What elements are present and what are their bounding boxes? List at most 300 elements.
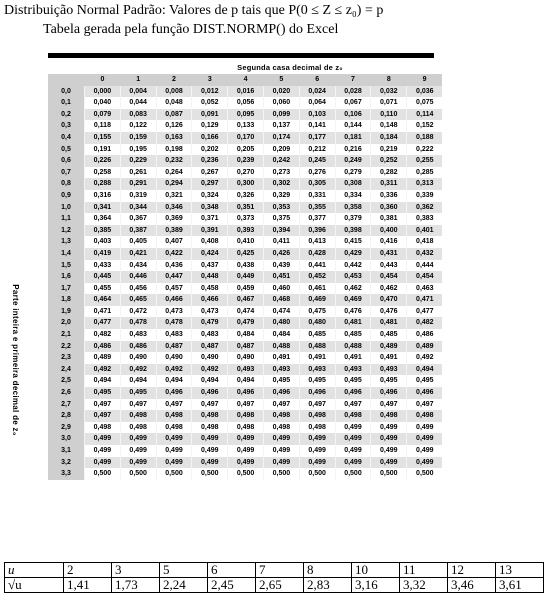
table-row <box>48 132 442 144</box>
table-cell: 0,360 <box>371 202 407 214</box>
table-cell: 0,497 <box>371 399 407 411</box>
row-header: 1,4 <box>48 248 85 260</box>
table-cell: 0,064 <box>299 97 335 109</box>
table-cell: 0,494 <box>156 375 192 387</box>
page-subtitle: Tabela gerada pela função DIST.NORMP() do Excel <box>43 22 339 37</box>
row-header: 2,7 <box>48 399 85 411</box>
table-cell: 0,236 <box>192 155 228 167</box>
u-value: 6 <box>208 563 256 578</box>
table-cell: 0,488 <box>335 341 371 353</box>
table-cell: 0,452 <box>299 271 335 283</box>
table-cell: 0,495 <box>85 387 121 399</box>
sqrt-value: 3,32 <box>400 578 448 593</box>
table-cell: 0,500 <box>335 468 371 480</box>
table-cell: 0,499 <box>85 445 121 457</box>
table-cell: 0,451 <box>263 271 299 283</box>
column-header-5: 5 <box>263 74 299 86</box>
table-cell: 0,454 <box>407 271 443 283</box>
table-cell: 0,353 <box>263 202 299 214</box>
table-cell: 0,129 <box>192 120 228 132</box>
table-cell: 0,270 <box>228 167 264 179</box>
table-cell: 0,341 <box>85 202 121 214</box>
table-cell: 0,492 <box>192 364 228 376</box>
column-header-4: 4 <box>228 74 264 86</box>
table-cell: 0,137 <box>263 120 299 132</box>
table-cell: 0,498 <box>228 422 264 434</box>
table-cell: 0,000 <box>85 86 121 98</box>
table-cell: 0,477 <box>85 317 121 329</box>
table-cell: 0,321 <box>156 190 192 202</box>
table-row <box>48 399 442 411</box>
sqrt-value: 3,46 <box>448 578 496 593</box>
table-cell: 0,496 <box>156 387 192 399</box>
page-title: Distribuição Normal Padrão: Valores de p tais que P(0 ≤ Z ≤ z₀) = p <box>4 3 384 18</box>
table-row <box>48 410 442 422</box>
row-header: 0,1 <box>48 97 85 109</box>
sqrt-value: 3,16 <box>352 578 400 593</box>
row-header: 2,1 <box>48 329 85 341</box>
table-cell: 0,476 <box>335 306 371 318</box>
table-cell: 0,470 <box>371 294 407 306</box>
table-cell: 0,498 <box>156 410 192 422</box>
table-row <box>48 422 442 434</box>
table-cell: 0,103 <box>299 109 335 121</box>
table-cell: 0,496 <box>192 387 228 399</box>
table-cell: 0,483 <box>192 329 228 341</box>
table-cell: 0,195 <box>120 144 156 156</box>
table-cell: 0,493 <box>299 364 335 376</box>
table-cell: 0,478 <box>156 317 192 329</box>
table-cell: 0,490 <box>192 352 228 364</box>
table-cell: 0,497 <box>228 399 264 411</box>
table-cell: 0,490 <box>156 352 192 364</box>
table-cell: 0,499 <box>407 457 443 469</box>
u-value: 2 <box>64 563 112 578</box>
table-cell: 0,498 <box>371 410 407 422</box>
sqrt-value: 2,65 <box>256 578 304 593</box>
table-cell: 0,311 <box>371 178 407 190</box>
table-cell: 0,467 <box>228 294 264 306</box>
table-cell: 0,493 <box>228 364 264 376</box>
table-cell: 0,276 <box>299 167 335 179</box>
table-cell: 0,453 <box>335 271 371 283</box>
sqrt-value: 1,73 <box>112 578 160 593</box>
table-cell: 0,476 <box>371 306 407 318</box>
row-header: 0,4 <box>48 132 85 144</box>
table-cell: 0,118 <box>85 120 121 132</box>
sqrt-value: 2,24 <box>160 578 208 593</box>
table-cell: 0,488 <box>299 341 335 353</box>
table-cell: 0,457 <box>156 283 192 295</box>
table-cell: 0,479 <box>192 317 228 329</box>
row-header: 0,3 <box>48 120 85 132</box>
table-cell: 0,492 <box>85 364 121 376</box>
table-cell: 0,028 <box>335 86 371 98</box>
table-cell: 0,497 <box>120 399 156 411</box>
table-cell: 0,373 <box>228 213 264 225</box>
table-cell: 0,456 <box>120 283 156 295</box>
table-row <box>48 445 442 457</box>
table-cell: 0,060 <box>263 97 299 109</box>
table-cell: 0,419 <box>85 248 121 260</box>
table-cell: 0,487 <box>156 341 192 353</box>
table-cell: 0,346 <box>156 202 192 214</box>
table-cell: 0,494 <box>85 375 121 387</box>
table-cell: 0,499 <box>407 433 443 445</box>
table-cell: 0,126 <box>156 120 192 132</box>
table-cell: 0,469 <box>299 294 335 306</box>
table-row <box>48 271 442 283</box>
table-cell: 0,491 <box>371 352 407 364</box>
table-cell: 0,198 <box>156 144 192 156</box>
table-cell: 0,302 <box>263 178 299 190</box>
column-header-row <box>48 74 442 86</box>
table-cell: 0,297 <box>192 178 228 190</box>
table-row <box>48 294 442 306</box>
table-cell: 0,484 <box>263 329 299 341</box>
table-cell: 0,379 <box>335 213 371 225</box>
table-cell: 0,487 <box>192 341 228 353</box>
table-cell: 0,497 <box>263 399 299 411</box>
table-cell: 0,439 <box>263 260 299 272</box>
column-header-7: 7 <box>335 74 371 86</box>
table-cell: 0,421 <box>120 248 156 260</box>
table-cell: 0,387 <box>120 225 156 237</box>
table-cell: 0,012 <box>192 86 228 98</box>
table-cell: 0,401 <box>407 225 443 237</box>
table-cell: 0,413 <box>299 236 335 248</box>
table-cell: 0,371 <box>192 213 228 225</box>
table-cell: 0,499 <box>263 445 299 457</box>
table-cell: 0,485 <box>371 329 407 341</box>
table-cell: 0,300 <box>228 178 264 190</box>
table-cell: 0,362 <box>407 202 443 214</box>
table-cell: 0,495 <box>407 375 443 387</box>
table-cell: 0,432 <box>407 248 443 260</box>
table-cell: 0,484 <box>228 329 264 341</box>
table-row <box>48 341 442 353</box>
row-header: 1,3 <box>48 236 85 248</box>
table-cell: 0,495 <box>371 375 407 387</box>
table-cell: 0,174 <box>263 132 299 144</box>
table-cell: 0,242 <box>263 155 299 167</box>
table-cell: 0,202 <box>192 144 228 156</box>
table-cell: 0,486 <box>120 341 156 353</box>
row-header: 1,8 <box>48 294 85 306</box>
table-row <box>48 167 442 179</box>
row-header: 1,7 <box>48 283 85 295</box>
table-cell: 0,052 <box>192 97 228 109</box>
u-value: 10 <box>352 563 400 578</box>
table-cell: 0,496 <box>371 387 407 399</box>
table-cell: 0,424 <box>192 248 228 260</box>
table-cell: 0,381 <box>371 213 407 225</box>
table-cell: 0,482 <box>407 317 443 329</box>
table-cell: 0,465 <box>120 294 156 306</box>
table-cell: 0,497 <box>156 399 192 411</box>
table-cell: 0,498 <box>263 410 299 422</box>
table-row <box>48 225 442 237</box>
table-cell: 0,471 <box>85 306 121 318</box>
table-cell: 0,495 <box>120 387 156 399</box>
row-header: 3,0 <box>48 433 85 445</box>
table-cell: 0,348 <box>192 202 228 214</box>
table-cell: 0,396 <box>299 225 335 237</box>
table-cell: 0,495 <box>263 375 299 387</box>
table-cell: 0,148 <box>371 120 407 132</box>
table-cell: 0,355 <box>299 202 335 214</box>
table-cell: 0,351 <box>228 202 264 214</box>
table-cell: 0,497 <box>85 399 121 411</box>
table-cell: 0,500 <box>85 468 121 480</box>
table-cell: 0,291 <box>120 178 156 190</box>
table-row <box>48 86 442 98</box>
table-cell: 0,483 <box>156 329 192 341</box>
table-cell: 0,499 <box>228 445 264 457</box>
table-cell: 0,288 <box>85 178 121 190</box>
u-value: 12 <box>448 563 496 578</box>
table-cell: 0,499 <box>299 445 335 457</box>
table-cell: 0,308 <box>335 178 371 190</box>
table-cell: 0,437 <box>192 260 228 272</box>
table-cell: 0,480 <box>263 317 299 329</box>
table-cell: 0,398 <box>335 225 371 237</box>
table-cell: 0,499 <box>156 445 192 457</box>
table-cell: 0,474 <box>228 306 264 318</box>
table-cell: 0,474 <box>263 306 299 318</box>
table-cell: 0,498 <box>192 422 228 434</box>
table-cell: 0,095 <box>228 109 264 121</box>
table-cell: 0,499 <box>263 457 299 469</box>
table-cell: 0,463 <box>407 283 443 295</box>
row-header: 3,2 <box>48 457 85 469</box>
row-header: 0,7 <box>48 167 85 179</box>
row-header: 1,6 <box>48 271 85 283</box>
table-cell: 0,331 <box>299 190 335 202</box>
column-header-label: Segunda casa decimal de z₀ <box>237 63 343 72</box>
normal-table <box>48 74 442 480</box>
table-cell: 0,044 <box>120 97 156 109</box>
table-cell: 0,489 <box>407 341 443 353</box>
sqrt-value: 1,41 <box>64 578 112 593</box>
column-header-9: 9 <box>407 74 443 86</box>
table-row <box>48 97 442 109</box>
table-cell: 0,159 <box>120 132 156 144</box>
table-cell: 0,499 <box>228 457 264 469</box>
table-cell: 0,498 <box>263 422 299 434</box>
table-cell: 0,499 <box>85 457 121 469</box>
table-cell: 0,499 <box>263 433 299 445</box>
table-cell: 0,498 <box>85 422 121 434</box>
table-cell: 0,367 <box>120 213 156 225</box>
table-cell: 0,071 <box>371 97 407 109</box>
table-cell: 0,492 <box>156 364 192 376</box>
table-cell: 0,499 <box>192 445 228 457</box>
table-cell: 0,294 <box>156 178 192 190</box>
row-header: 1,0 <box>48 202 85 214</box>
table-cell: 0,226 <box>85 155 121 167</box>
table-cell: 0,444 <box>407 260 443 272</box>
table-cell: 0,473 <box>192 306 228 318</box>
table-cell: 0,305 <box>299 178 335 190</box>
table-cell: 0,358 <box>335 202 371 214</box>
u-value: 3 <box>112 563 160 578</box>
table-cell: 0,110 <box>371 109 407 121</box>
table-row <box>48 260 442 272</box>
table-row <box>48 178 442 190</box>
table-cell: 0,487 <box>228 341 264 353</box>
table-cell: 0,056 <box>228 97 264 109</box>
table-cell: 0,222 <box>407 144 443 156</box>
table-cell: 0,369 <box>156 213 192 225</box>
row-header: 1,9 <box>48 306 85 318</box>
table-row <box>48 190 442 202</box>
table-row <box>48 283 442 295</box>
table-row <box>48 109 442 121</box>
table-cell: 0,481 <box>335 317 371 329</box>
table-row <box>48 364 442 376</box>
table-cell: 0,498 <box>335 410 371 422</box>
table-cell: 0,489 <box>85 352 121 364</box>
table-cell: 0,486 <box>407 329 443 341</box>
table-row <box>48 144 442 156</box>
table-cell: 0,447 <box>156 271 192 283</box>
table-cell: 0,500 <box>120 468 156 480</box>
table-row <box>48 213 442 225</box>
table-cell: 0,478 <box>120 317 156 329</box>
table-cell: 0,152 <box>407 120 443 132</box>
table-cell: 0,499 <box>371 445 407 457</box>
table-cell: 0,445 <box>85 271 121 283</box>
table-cell: 0,099 <box>263 109 299 121</box>
table-cell: 0,481 <box>371 317 407 329</box>
table-cell: 0,229 <box>120 155 156 167</box>
table-cell: 0,377 <box>299 213 335 225</box>
table-cell: 0,482 <box>85 329 121 341</box>
table-row <box>48 375 442 387</box>
table-cell: 0,442 <box>335 260 371 272</box>
table-cell: 0,212 <box>299 144 335 156</box>
table-cell: 0,443 <box>371 260 407 272</box>
table-cell: 0,407 <box>156 236 192 248</box>
u-value: 11 <box>400 563 448 578</box>
table-cell: 0,499 <box>299 433 335 445</box>
table-row <box>48 352 442 364</box>
table-cell: 0,411 <box>263 236 299 248</box>
table-cell: 0,316 <box>85 190 121 202</box>
table-cell: 0,469 <box>335 294 371 306</box>
sqrt-label: √u <box>5 578 64 593</box>
sqrt-table-root-row <box>5 578 544 593</box>
table-cell: 0,184 <box>371 132 407 144</box>
sqrt-value: 2,45 <box>208 578 256 593</box>
table-cell: 0,475 <box>299 306 335 318</box>
table-cell: 0,205 <box>228 144 264 156</box>
table-cell: 0,458 <box>192 283 228 295</box>
sqrt-table <box>4 562 544 593</box>
table-cell: 0,479 <box>228 317 264 329</box>
table-cell: 0,494 <box>192 375 228 387</box>
table-cell: 0,329 <box>263 190 299 202</box>
table-cell: 0,264 <box>156 167 192 179</box>
table-cell: 0,498 <box>192 410 228 422</box>
table-cell: 0,499 <box>371 433 407 445</box>
table-cell: 0,422 <box>156 248 192 260</box>
table-cell: 0,048 <box>156 97 192 109</box>
table-cell: 0,232 <box>156 155 192 167</box>
table-row <box>48 457 442 469</box>
table-cell: 0,486 <box>85 341 121 353</box>
table-cell: 0,459 <box>228 283 264 295</box>
table-cell: 0,495 <box>299 375 335 387</box>
table-cell: 0,177 <box>299 132 335 144</box>
table-cell: 0,252 <box>371 155 407 167</box>
table-cell: 0,488 <box>263 341 299 353</box>
u-value: 8 <box>304 563 352 578</box>
row-header: 3,3 <box>48 468 85 480</box>
table-cell: 0,498 <box>120 422 156 434</box>
row-header: 0,8 <box>48 178 85 190</box>
table-cell: 0,500 <box>299 468 335 480</box>
table-cell: 0,500 <box>156 468 192 480</box>
table-cell: 0,499 <box>120 445 156 457</box>
table-row <box>48 468 442 480</box>
table-cell: 0,122 <box>120 120 156 132</box>
table-cell: 0,415 <box>335 236 371 248</box>
row-header: 2,2 <box>48 341 85 353</box>
table-cell: 0,496 <box>335 387 371 399</box>
table-cell: 0,326 <box>228 190 264 202</box>
table-cell: 0,083 <box>120 109 156 121</box>
table-cell: 0,498 <box>228 410 264 422</box>
column-header-1: 1 <box>120 74 156 86</box>
column-header-0: 0 <box>85 74 121 86</box>
table-cell: 0,141 <box>299 120 335 132</box>
u-label: u <box>5 563 64 578</box>
table-cell: 0,004 <box>120 86 156 98</box>
table-cell: 0,500 <box>192 468 228 480</box>
corner-cell <box>48 74 85 86</box>
table-cell: 0,313 <box>407 178 443 190</box>
table-cell: 0,267 <box>192 167 228 179</box>
table-cell: 0,431 <box>371 248 407 260</box>
table-cell: 0,497 <box>299 399 335 411</box>
table-cell: 0,473 <box>156 306 192 318</box>
table-cell: 0,191 <box>85 144 121 156</box>
table-cell: 0,436 <box>156 260 192 272</box>
table-cell: 0,385 <box>85 225 121 237</box>
table-cell: 0,494 <box>407 364 443 376</box>
row-header: 0,0 <box>48 86 85 98</box>
table-cell: 0,188 <box>407 132 443 144</box>
table-cell: 0,408 <box>192 236 228 248</box>
table-row <box>48 329 442 341</box>
table-cell: 0,020 <box>263 86 299 98</box>
table-cell: 0,114 <box>407 109 443 121</box>
row-header: 0,9 <box>48 190 85 202</box>
table-cell: 0,428 <box>299 248 335 260</box>
table-cell: 0,466 <box>156 294 192 306</box>
table-cell: 0,339 <box>407 190 443 202</box>
table-cell: 0,016 <box>228 86 264 98</box>
table-row <box>48 155 442 167</box>
row-header: 0,2 <box>48 109 85 121</box>
table-cell: 0,400 <box>371 225 407 237</box>
table-cell: 0,499 <box>156 457 192 469</box>
row-header: 2,6 <box>48 387 85 399</box>
table-cell: 0,446 <box>120 271 156 283</box>
table-cell: 0,462 <box>335 283 371 295</box>
